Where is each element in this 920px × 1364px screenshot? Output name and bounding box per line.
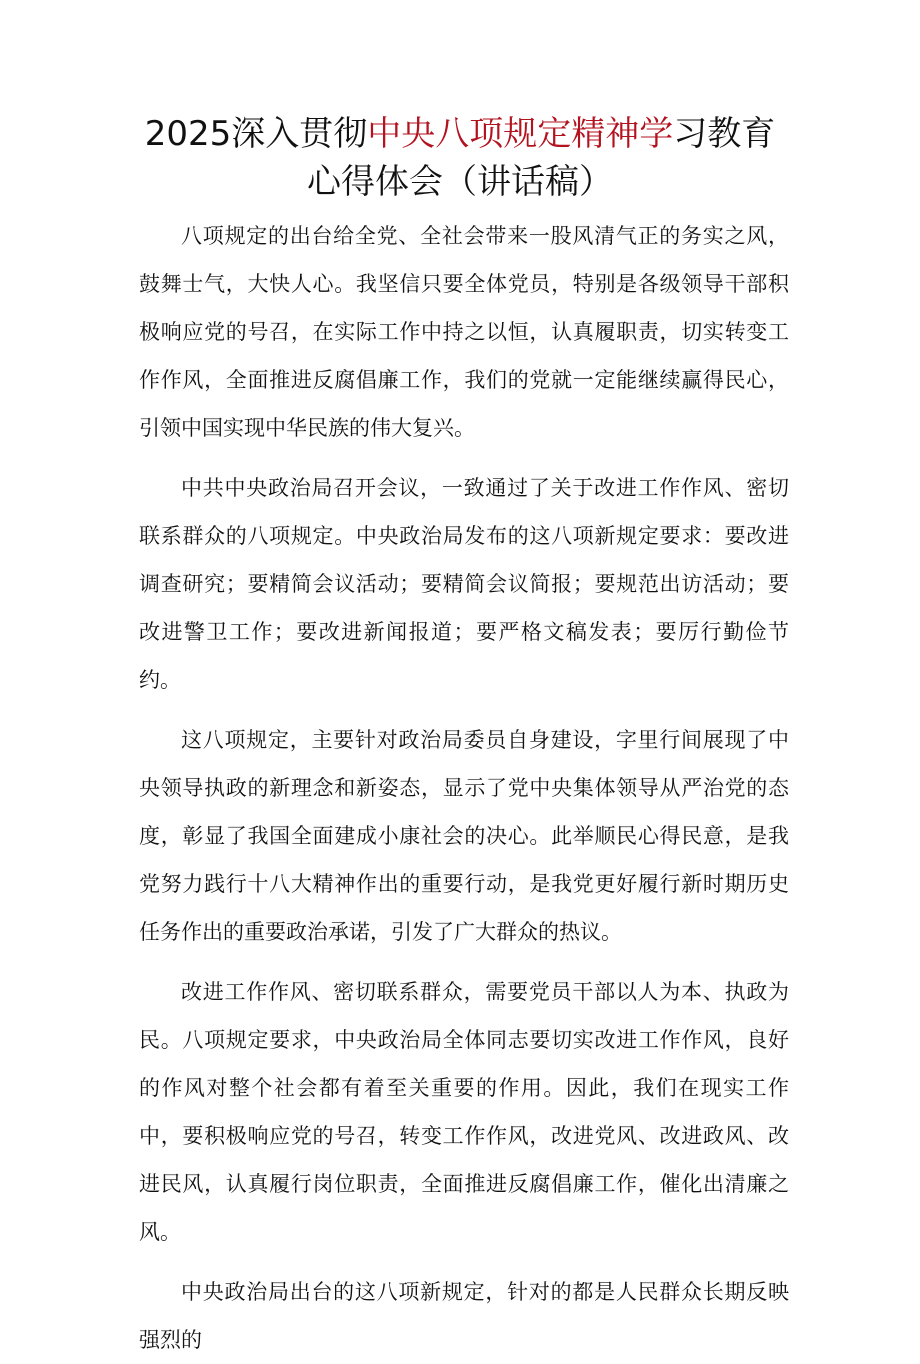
title-suffix: 习教育 (673, 114, 776, 154)
paragraph-3: 这八项规定，主要针对政治局委员自身建设，字里行间展现了中央领导执政的新理念和新姿态，显示了党中央集体领导从严治党的态度，彰显了我国全面建成小康社会的决心。此举顺民心得民意，是我党努力践行十八大精神作出的重要行动，是我党更好履行新时期历史任务作出的重要政治承诺，引发了广大群众的热议。 (139, 728, 789, 944)
paragraph-4: 改进工作作风、密切联系群众，需要党员干部以人为本、执政为民。八项规定要求，中央政治局全体同志要切实改进工作作风，良好的作风对整个社会都有着至关重要的作用。因此，我们在现实工作中，要积极响应党的号召，转变工作作风，改进党风、改进政风、改进民风，认真履行岗位职责，全面推进反腐倡廉工作，催化出清廉之风。 (139, 980, 789, 1244)
document-title-line-2: 心得体会（讲话稿） (307, 162, 613, 202)
document-body (139, 212, 789, 1364)
paragraph-5: 中央政治局出台的这八项新规定，针对的都是人民群众长期反映强烈的 (139, 1280, 789, 1352)
title-prefix: 2025深入贯彻 (144, 114, 368, 154)
title-highlight: 中央八项规定精神学 (367, 114, 674, 154)
paragraph-1: 八项规定的出台给全党、全社会带来一股风清气正的务实之风，鼓舞士气，大快人心。我坚信只要全体党员，特别是各级领导干部积极响应党的号召，在实际工作中持之以恒，认真履职责，切实转变工作作风，全面推进反腐倡廉工作，我们的党就一定能继续赢得民心，引领中国实现中华民族的伟大复兴。 (139, 224, 789, 440)
paragraph-2: 中共中央政治局召开会议，一致通过了关于改进工作作风、密切联系群众的八项规定。中央政治局发布的这八项新规定要求：要改进调查研究；要精简会议活动；要精简会议简报；要规范出访活动；要改进警卫工作；要改进新闻报道；要严格文稿发表；要厉行勤俭节约。 (139, 476, 789, 692)
document-title-line-1 (100, 110, 820, 158)
